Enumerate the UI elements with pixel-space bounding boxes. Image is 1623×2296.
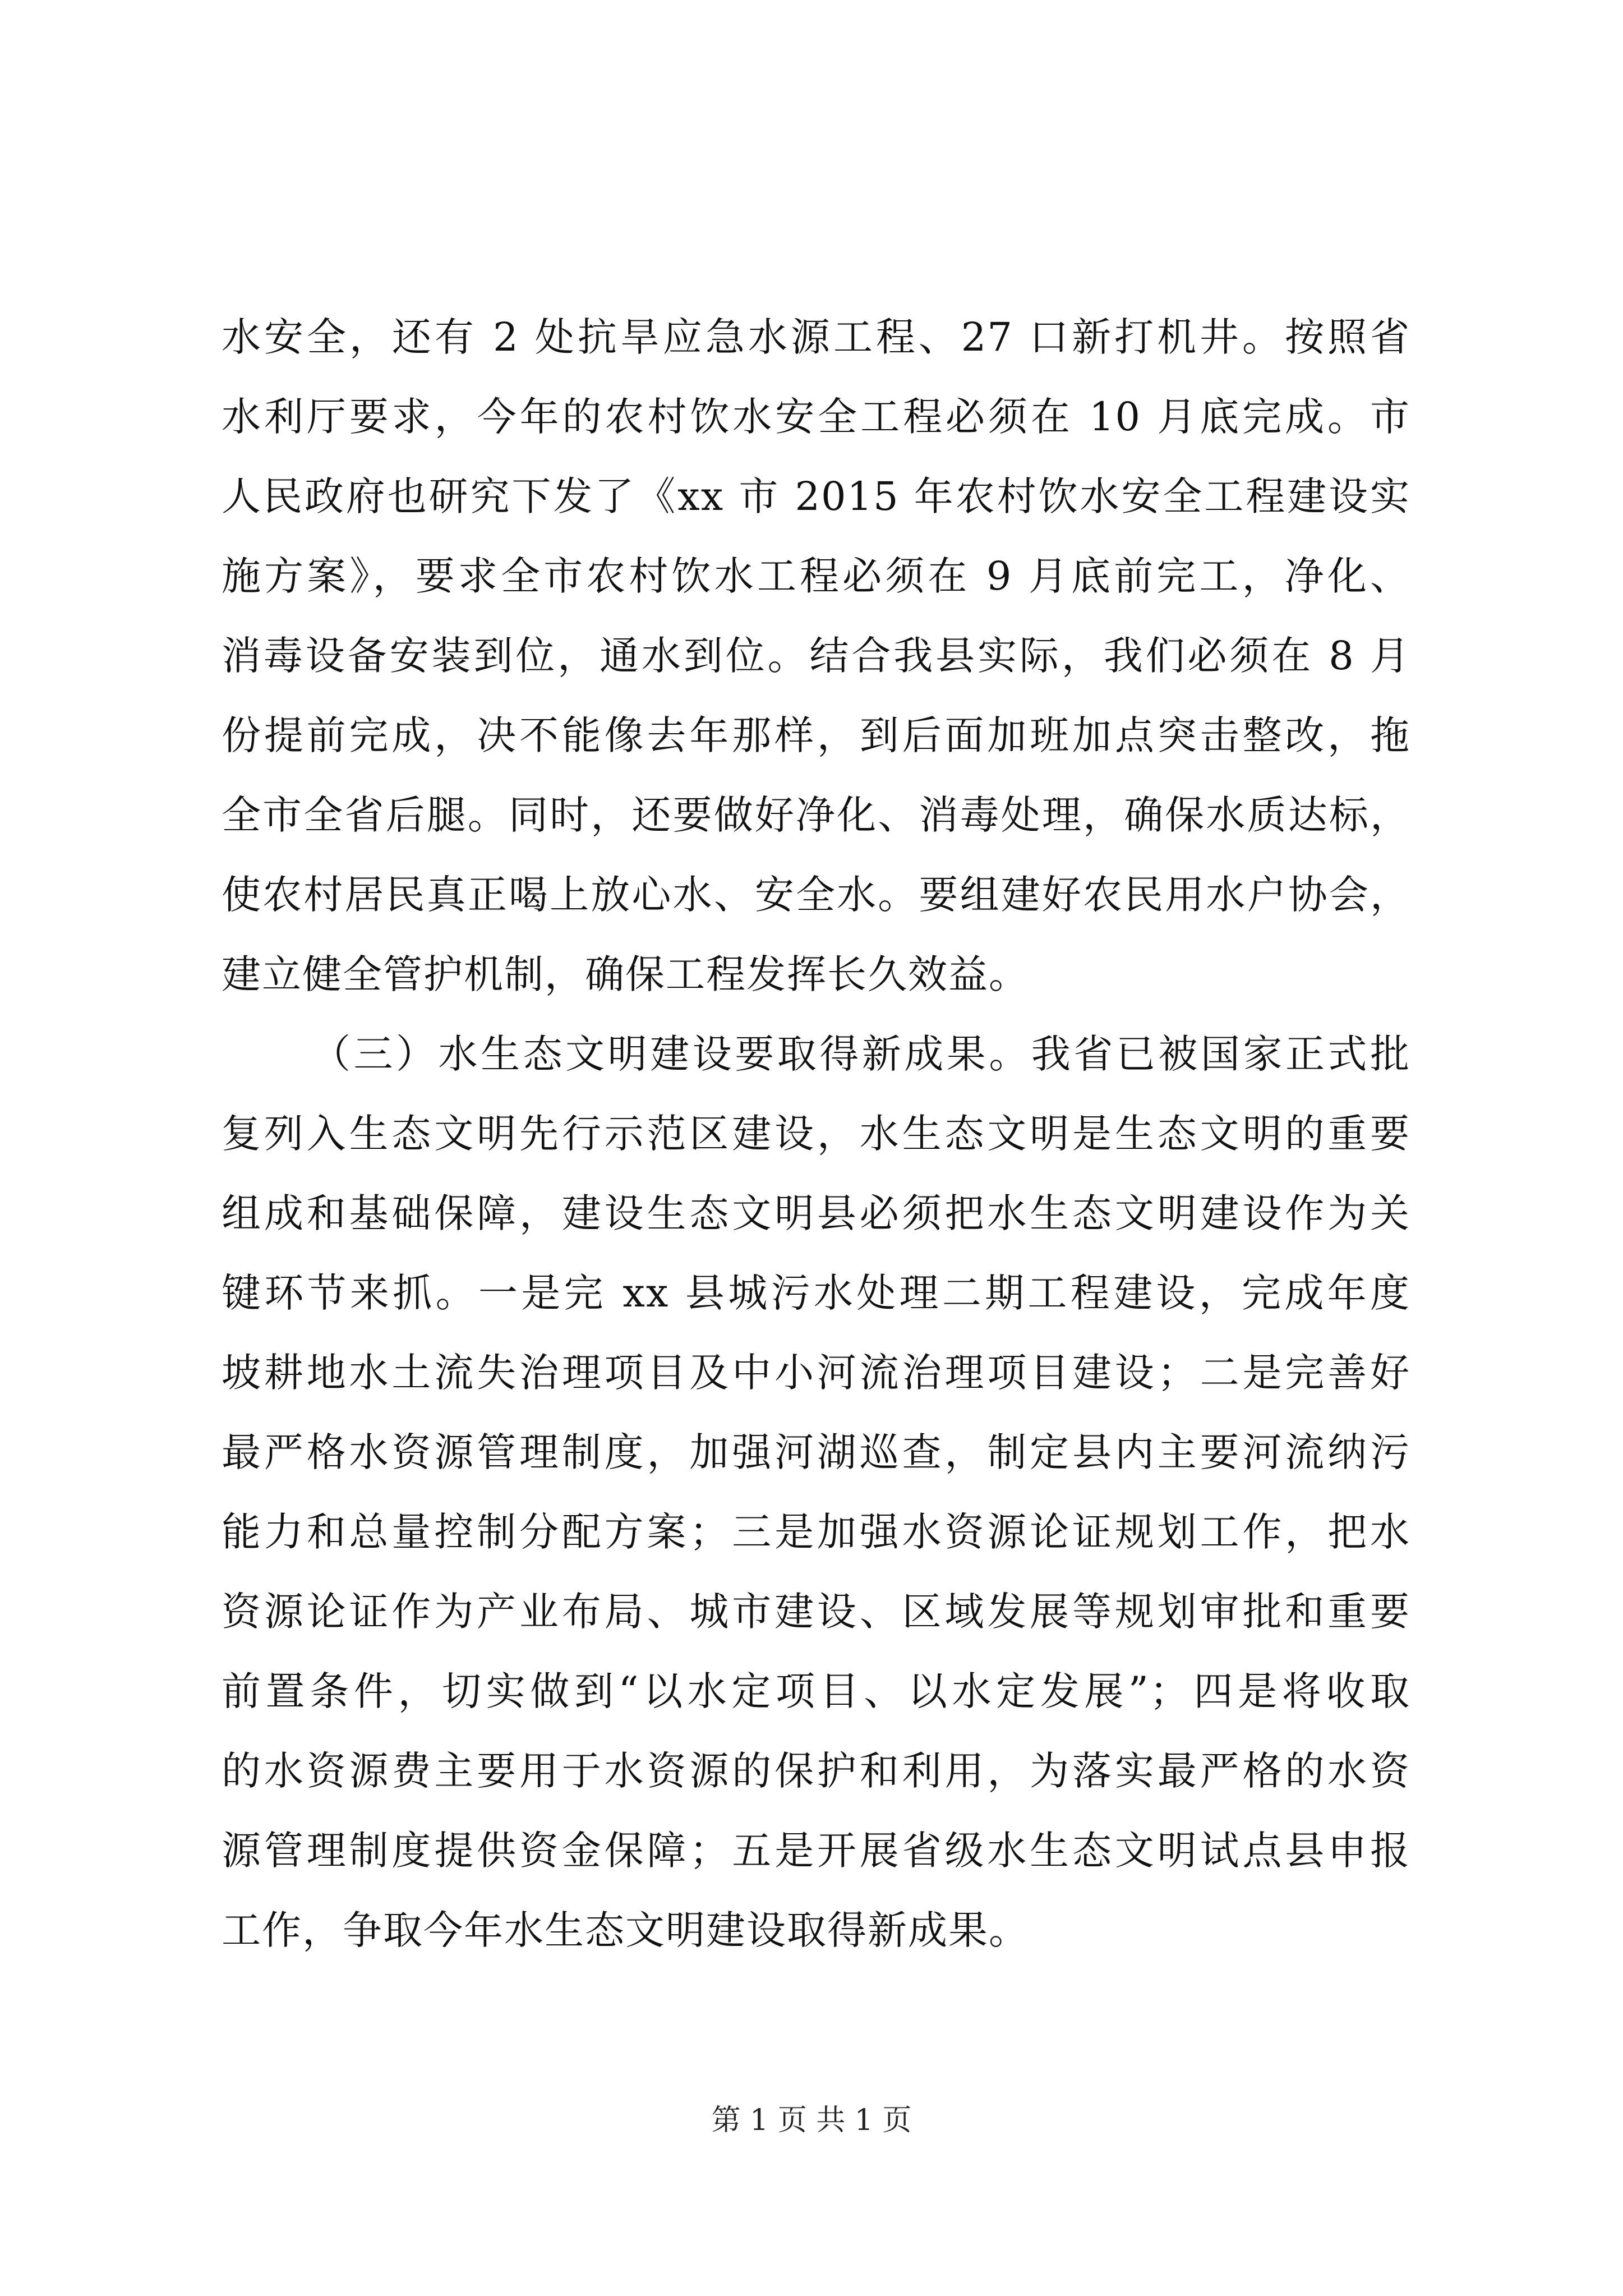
text-line: 使农村居民真正喝上放心水、安全水。要组建好农民用水户协会， <box>222 872 1410 918</box>
text-line: 份提前完成，决不能像去年那样，到后面加班加点突击整改，拖 <box>222 712 1410 758</box>
text-line: 全市全省后腿。同时，还要做好净化、消毒处理，确保水质达标， <box>222 792 1410 838</box>
text-line: 消毒设备安装到位，通水到位。结合我县实际，我们必须在 8 月 <box>222 633 1410 679</box>
text-line: 坡耕地水土流失治理项目及中小河流治理项目建设；二是完善好 <box>222 1350 1410 1396</box>
text-line: 资源论证作为产业布局、城市建设、区域发展等规划审批和重要 <box>222 1589 1410 1635</box>
text-line-paragraph-end: 工作，争取今年水生态文明建设取得新成果。 <box>222 1907 1029 1953</box>
text-line: 键环节来抓。一是完 xx 县城污水处理二期工程建设，完成年度 <box>222 1270 1410 1316</box>
text-line: 复列入生态文明先行示范区建设，水生态文明是生态文明的重要 <box>222 1111 1410 1157</box>
text-line: 施方案》，要求全市农村饮水工程必须在 9 月底前完工，净化、 <box>222 553 1410 599</box>
page-footer: 第 1 页 共 1 页 <box>711 2104 912 2137</box>
text-line: 最严格水资源管理制度，加强河湖巡查，制定县内主要河流纳污 <box>222 1429 1410 1475</box>
text-line: 的水资源费主要用于水资源的保护和利用，为落实最严格的水资 <box>222 1748 1410 1794</box>
text-line: 前置条件，切实做到“以水定项目、以水定发展”；四是将收取 <box>222 1668 1410 1714</box>
section-heading-line: （三）水生态文明建设要取得新成果。我省已被国家正式批 <box>311 1031 1410 1077</box>
text-line: 水利厅要求，今年的农村饮水安全工程必须在 10 月底完成。市 <box>222 394 1410 440</box>
text-line-paragraph-end: 建立健全管护机制，确保工程发挥长久效益。 <box>222 951 1029 997</box>
document-body <box>222 297 1410 1970</box>
text-line: 源管理制度提供资金保障；五是开展省级水生态文明试点县申报 <box>222 1828 1410 1874</box>
text-line: 人民政府也研究下发了《xx 市 2015 年农村饮水安全工程建设实 <box>222 473 1410 519</box>
text-line: 能力和总量控制分配方案；三是加强水资源论证规划工作，把水 <box>222 1509 1410 1555</box>
text-line: 组成和基础保障，建设生态文明县必须把水生态文明建设作为关 <box>222 1190 1410 1236</box>
text-line: 水安全，还有 2 处抗旱应急水源工程、27 口新打机井。按照省 <box>222 314 1410 360</box>
